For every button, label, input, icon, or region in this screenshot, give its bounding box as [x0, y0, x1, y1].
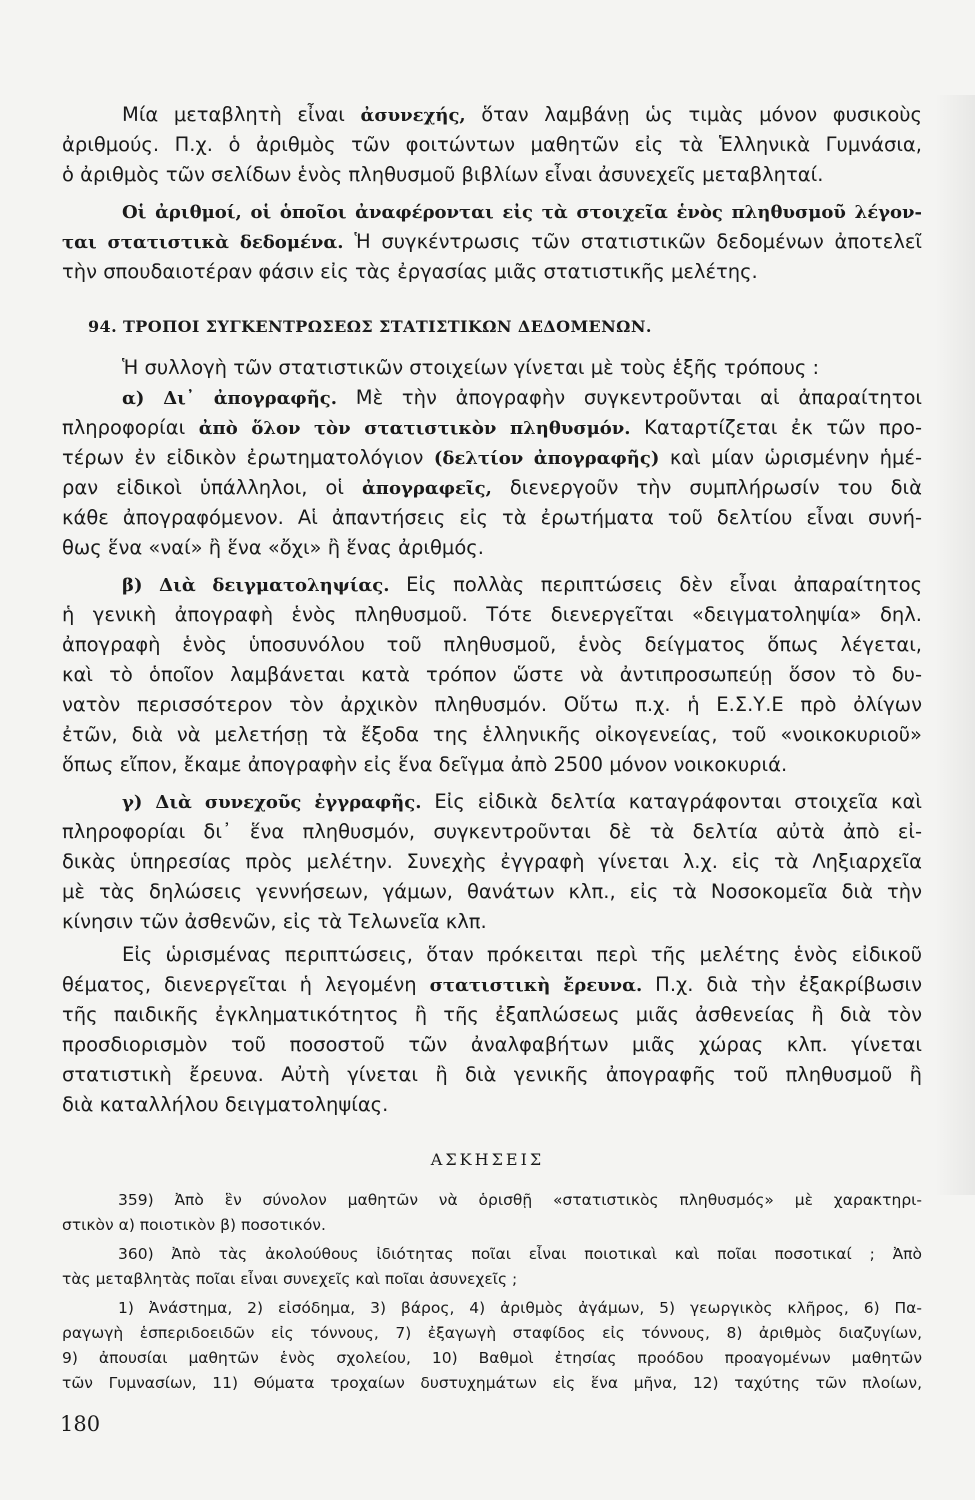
text-line: [62, 227, 922, 258]
bold-text-run: στατιστικὴ ἔρευνα.: [429, 975, 643, 996]
text-line: [122, 100, 922, 131]
text-run: κάθε ἀπογραφόμενον. Αἱ ἀπαντήσεις εἰς τὰ ἐρωτήματα τοῦ δελτίου εἶναι συνή-: [62, 506, 922, 529]
bold-text-run: β) Διὰ δειγματοληψίας.: [122, 575, 390, 596]
text-run: Π.χ. διὰ τὴν ἐξακρίβωσιν: [642, 973, 923, 996]
exercise-line: τῶν Γυμνασίων, 11) Θύματα τροχαίων δυστυχημάτων εἰς ἕνα μῆνα, 12) ταχύτης τῶν πλοίων,: [62, 1374, 922, 1392]
text-line: [62, 1090, 922, 1120]
page-number: 180: [60, 1412, 101, 1436]
text-run: Εἰς ὡρισμένας περιπτώσεις, ὅταν πρόκειται περὶ τῆς μελέτης ἑνὸς εἰδικοῦ: [122, 943, 922, 966]
text-run: Εἰς πολλὰς περιπτώσεις δὲν εἶναι ἀπαραίτητος: [389, 573, 923, 596]
text-line: [122, 383, 922, 414]
text-line: [62, 443, 922, 474]
text-run: ὁ ἀριθμὸς τῶν σελίδων ἑνὸς πληθυσμοῦ βιβλίων εἶναι ἀσυνεχεῖς μεταβληταί.: [62, 163, 824, 186]
text-line: [62, 750, 922, 780]
exercise-line: τὰς μεταβλητὰς ποῖαι εἶναι συνεχεῖς καὶ ποῖαι ἀσυνεχεῖς ;: [62, 1270, 518, 1288]
text-line: [62, 970, 922, 1001]
text-line: [122, 940, 922, 970]
text-run: τέρων ἐν εἰδικὸν ἐρωτηματολόγιον: [62, 446, 434, 469]
text-line: [122, 197, 922, 228]
section-heading: 94. ΤΡΟΠΟΙ ΣΥΓΚΕΝΤΡΩΣΕΩΣ ΣΤΑΤΙΣΤΙΚΩΝ ΔΕΔΟΜΕΝΩΝ.: [88, 317, 652, 336]
text-run: διενεργοῦν τὴν συμπλήρωσίν του διὰ: [491, 476, 922, 499]
bold-text-run: γ) Διὰ συνεχοῦς ἐγγραφῆς.: [122, 792, 422, 813]
page-bleed-shadow: [935, 95, 975, 1195]
exercise-line: 9) ἀπουσίαι μαθητῶν ἑνὸς σχολείου, 10) Βαθμοὶ ἐτησίας προόδου προαγομένων μαθητῶν: [62, 1349, 922, 1367]
exercise-line: ραγωγὴ ἑσπεριδοειδῶν εἰς τόννους, 7) ἐξαγωγὴ σταφίδος εἰς τόννους, 8) ἀριθμὸς διαζυγίων,: [62, 1324, 922, 1342]
text-run: ὅπως εἴπον, ἔκαμε ἀπογραφὴν εἰς ἕνα δεῖγμα ἀπὸ 2500 μόνον νοικοκυριά.: [62, 753, 788, 776]
text-run: τῆς παιδικῆς ἐγκληματικότητος ἢ τῆς ἐξαπλώσεως μιᾶς ἀσθενείας ἢ διὰ τὸν: [62, 1003, 922, 1026]
text-run: ἐτῶν, διὰ νὰ μελετήσῃ τὰ ἔξοδα της ἑλληνικῆς οἰκογενείας, τοῦ «νοικοκυριοῦ»: [62, 723, 922, 746]
text-run: ὅταν λαμβάνῃ ὡς τιμὰς μόνον φυσικοὺς: [465, 103, 922, 126]
text-run: Ἡ συγκέντρωσις τῶν στατιστικῶν δεδομένων ἀποτελεῖ: [343, 230, 922, 253]
text-run: μὲ τὰς δηλώσεις γεννήσεων, γάμων, θανάτων κλπ., εἰς τὰ Νοσοκομεῖα διὰ τὴν: [62, 880, 922, 903]
exercises-title: ΑΣΚΗΣΕΙΣ: [430, 1150, 545, 1169]
text-run: προσδιορισμὸν τοῦ ποσοστοῦ τῶν ἀναλφαβήτων μιᾶς χώρας κλπ. γίνεται: [62, 1033, 922, 1056]
text-run: Μία μεταβλητὴ εἶναι: [122, 103, 361, 126]
text-line: [62, 877, 922, 907]
bold-text-run: (δελτίον ἀπογραφῆς): [433, 448, 660, 469]
text-line: [122, 570, 922, 601]
text-line: [62, 720, 922, 750]
bold-text-run: ἀσυνεχής,: [360, 105, 466, 126]
exercise-line: 1) Ἀνάστημα, 2) εἰσόδημα, 3) βάρος, 4) ἀριθμὸς ἀγάμων, 5) γεωργικὸς κλῆρος, 6) Πα-: [118, 1299, 922, 1317]
exercise-line: στικὸν α) ποιοτικὸν β) ποσοτικόν.: [62, 1216, 326, 1234]
text-run: Καταρτίζεται ἐκ τῶν προ-: [630, 416, 922, 439]
text-run: νατὸν περισσότερον τὸν ἀρχικὸν πληθυσμόν. Οὕτω π.χ. ἡ Ε.Σ.Υ.Ε πρὸ ὀλίγων: [62, 693, 922, 716]
text-run: Μὲ τὴν ἀπογραφὴν συγκεντροῦνται αἱ ἀπαραίτητοι: [337, 386, 922, 409]
text-run: Εἰς εἰδικὰ δελτία καταγράφονται στοιχεῖα καὶ: [421, 790, 922, 813]
text-line: [62, 660, 922, 690]
text-line: [62, 413, 922, 444]
bold-text-run: ται στατιστικὰ δεδομένα.: [62, 232, 344, 253]
text-run: θέματος, διενεργεῖται ἡ λεγομένη: [62, 973, 430, 996]
text-run: θως ἕνα «ναί» ἢ ἕνα «ὄχι» ἢ ἕνας ἀριθμός.: [62, 536, 484, 559]
text-line: [62, 690, 922, 720]
text-line: [62, 473, 922, 504]
text-run: ἡ γενικὴ ἀπογραφὴ ἑνὸς πληθυσμοῦ. Τότε διενεργεῖται «δειγματοληψία» δηλ.: [62, 603, 922, 626]
text-run: τὴν σπουδαιοτέραν φάσιν εἰς τὰς ἐργασίας μιᾶς στατιστικῆς μελέτης.: [62, 260, 758, 283]
bold-text-run: ἀπογραφεῖς,: [361, 478, 492, 499]
text-line: [62, 1030, 922, 1060]
text-line: [62, 907, 922, 937]
text-run: Ἡ συλλογὴ τῶν στατιστικῶν στοιχείων γίνεται μὲ τοὺς ἑξῆς τρόπους :: [122, 356, 820, 379]
text-line: [62, 503, 922, 533]
text-line: [62, 1000, 922, 1030]
text-line: [62, 257, 922, 287]
exercise-line: 359) Ἀπὸ ἓν σύνολον μαθητῶν νὰ ὁρισθῇ «στατιστικὸς πληθυσμός» μὲ χαρακτηρι-: [118, 1191, 922, 1209]
exercise-line: 360) Ἀπὸ τὰς ἀκολούθους ἰδιότητας ποῖαι εἶναι ποιοτικαὶ καὶ ποῖαι ποσοτικαί ; Ἀπὸ: [118, 1245, 922, 1263]
text-line: [62, 817, 922, 847]
text-line: [62, 160, 922, 190]
text-run: καὶ τὸ ὁποῖον λαμβάνεται κατὰ τρόπον ὥστε νὰ ἀντιπροσωπεύῃ ὅσον τὸ δυ-: [62, 663, 922, 686]
text-run: διὰ καταλλήλου δειγματοληψίας.: [62, 1093, 389, 1116]
text-run: δικὰς ὑπηρεσίας πρὸς μελέτην. Συνεχὴς ἐγγραφὴ γίνεται λ.χ. εἰς τὰ Ληξιαρχεῖα: [62, 850, 922, 873]
text-line: [62, 533, 922, 563]
text-run: πληροφορίαι δι᾽ ἕνα πληθυσμόν, συγκεντροῦνται δὲ τὰ δελτία αὐτὰ ἀπὸ εἰ-: [62, 820, 922, 843]
text-run: ραν εἰδικοὶ ὑπάλληλοι, οἱ: [62, 476, 362, 499]
text-line: [62, 630, 922, 660]
text-run: καὶ μίαν ὡρισμένην ἡμέ-: [659, 446, 922, 469]
text-line: [122, 353, 922, 383]
bold-text-run: ἀπὸ ὅλον τὸν στατιστικὸν πληθυσμόν.: [198, 418, 631, 439]
text-line: [122, 787, 922, 818]
text-line: [62, 600, 922, 630]
text-run: ἀριθμούς. Π.χ. ὁ ἀριθμὸς τῶν φοιτώντων μαθητῶν εἰς τὰ Ἑλληνικὰ Γυμνάσια,: [62, 133, 922, 156]
text-run: πληροφορίαι: [62, 416, 199, 439]
text-line: [62, 1060, 922, 1090]
text-line: [62, 847, 922, 877]
text-line: [62, 130, 922, 160]
text-run: ἀπογραφὴ ἑνὸς ὑποσυνόλου τοῦ πληθυσμοῦ, ἑνὸς δείγματος ὅπως λέγεται,: [62, 633, 922, 656]
text-run: στατιστικὴ ἔρευνα. Αὐτὴ γίνεται ἢ διὰ γενικῆς ἀπογραφῆς τοῦ πληθυσμοῦ ἢ: [62, 1063, 922, 1086]
bold-text-run: α) Δι᾽ ἀπογραφῆς.: [122, 388, 338, 409]
text-run: κίνησιν τῶν ἀσθενῶν, εἰς τὰ Τελωνεῖα κλπ.: [62, 910, 487, 933]
bold-text-run: Οἱ ἀριθμοί, οἱ ὁποῖοι ἀναφέρονται εἰς τὰ στοιχεῖα ἑνὸς πληθυσμοῦ λέγον-: [122, 202, 922, 223]
